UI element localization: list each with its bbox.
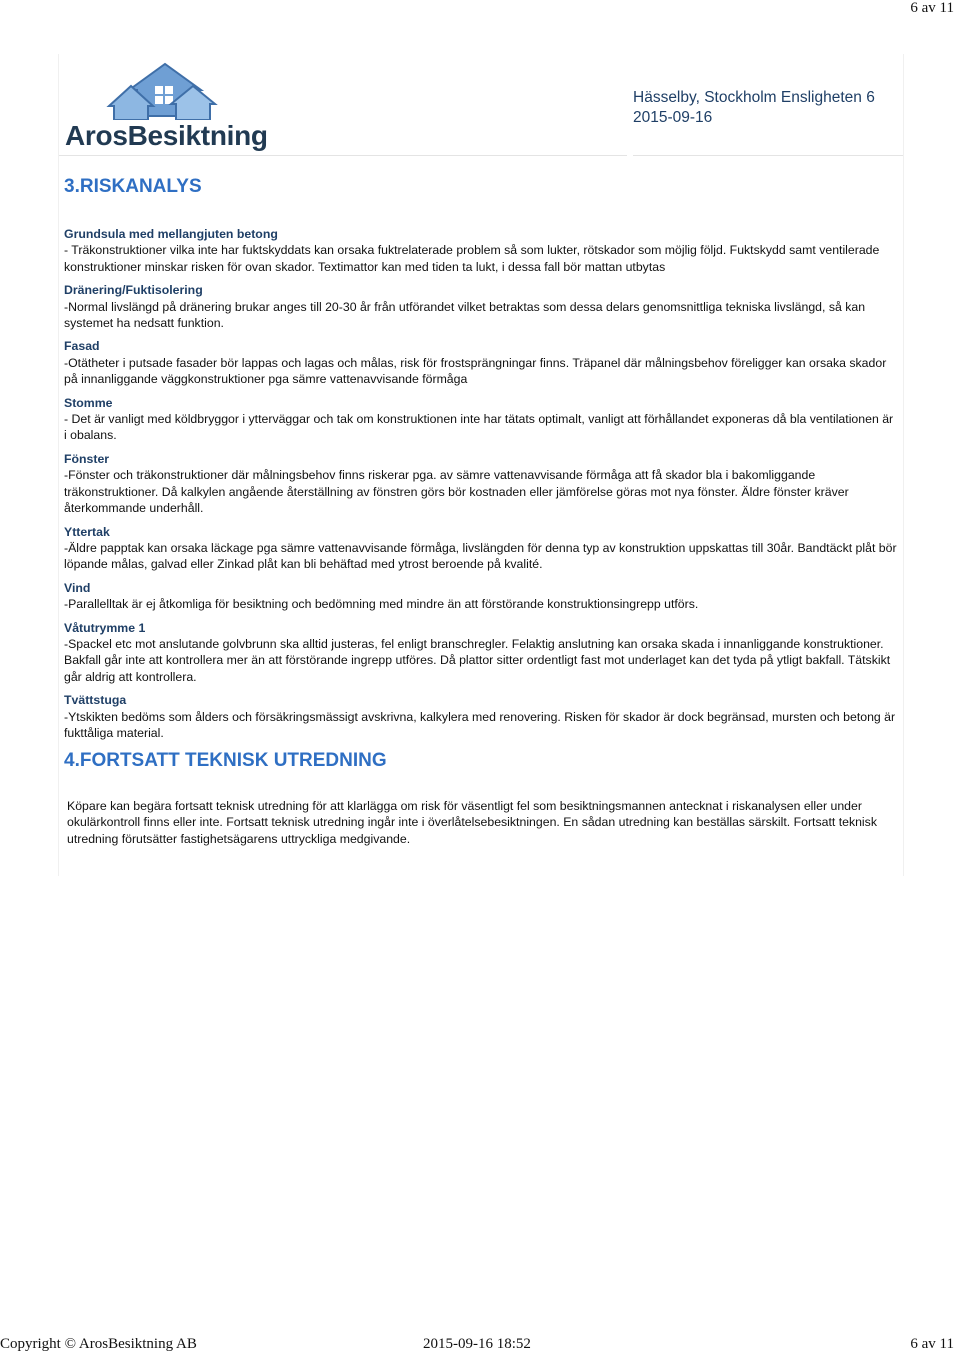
logo-wordmark: ArosBesiktning — [65, 120, 268, 151]
risk-item — [64, 395, 899, 444]
risk-item-title: Dränering/Fuktisolering — [64, 283, 203, 298]
arosbesiktning-logo — [65, 60, 280, 152]
risk-item — [64, 338, 899, 387]
risk-item — [64, 282, 899, 331]
risk-item — [64, 226, 899, 275]
section-title-riskanalys: 3.RISKANALYS — [64, 176, 202, 197]
risk-item-text: -Otätheter i putsade fasader bör lappas och lagas och målas, risk för frostsprängningar finns. Träpanel där målningsbehov föreligger kan orsaka skador på innanliggande väggkonstruktioner pga sämre vattenavvisande förmåga — [64, 355, 887, 387]
risk-item — [64, 580, 899, 613]
footer-timestamp: 2015-09-16 18:52 — [423, 1336, 531, 1352]
page-number-top: 6 av 11 — [910, 0, 954, 16]
risk-item-text: -Parallelltak är ej åtkomliga för besiktning och bedömning med mindre än att förstörande konstruktionsingrepp utförs. — [64, 597, 699, 612]
section-title-fortsatt-utredning: 4.FORTSATT TEKNISK UTREDNING — [64, 750, 387, 771]
footer-page-number: 6 av 11 — [910, 1336, 954, 1352]
header-info — [633, 88, 875, 128]
property-name: Hässelby, Stockholm Ensligheten 6 — [633, 89, 875, 106]
risk-item-title: Fasad — [64, 339, 100, 354]
risk-item-title: Tvättstuga — [64, 693, 127, 708]
footer-copyright: Copyright © ArosBesiktning AB — [0, 1336, 197, 1352]
risk-item-title: Fönster — [64, 451, 110, 466]
risk-item-title: Vind — [64, 580, 91, 595]
risk-item — [64, 451, 899, 517]
risk-item-title: Yttertak — [64, 524, 110, 539]
risk-item-title: Grundsula med mellangjuten betong — [64, 227, 278, 241]
risk-item — [64, 524, 899, 573]
risk-item-title: Våtutrymme 1 — [64, 620, 146, 635]
risk-item — [64, 620, 899, 686]
risk-item-text: -Ytskikten bedöms som ålders och försäkringsmässigt avskrivna, kalkylera med renovering. Risken för skador är dock begränsad, mursten och betong är fukttåliga material. — [64, 709, 896, 740]
header-divider — [59, 155, 627, 156]
risk-item — [64, 692, 899, 741]
risk-item-text: -Normal livslängd på dränering brukar anges till 20-30 år från utförandet vilket betraktas som dessa delars genomsnittliga tekniska livslängd, så kan systemet ha nedsatt funktion. — [64, 299, 866, 331]
risk-item-text: -Fönster och träkonstruktioner där målningsbehov finns riskerar pga. av sämre vattenavvisande förmåga att få skador bla i bakomliggande träkonstruktioner. Då kalkylen angående återställning av fönstren görs bör kostnaden eller jämförelse göras mot nya fönster. Äldre fönster kräver återkommande underhåll. — [64, 468, 849, 516]
house-logo-icon — [65, 60, 280, 120]
risk-item-text: - Det är vanligt med köldbryggor i ytterväggar och tak om konstruktionen inte har tätats optimalt, vanligt att förhållandet exponeras då bla ventilationen är i obalans. — [64, 412, 894, 443]
risk-item-text: - Träkonstruktioner vilka inte har fuktskyddats kan orsaka fuktrelaterade problem så som lukter, rötskador som möjlig följd. Fuktskydd samt ventilerade konstruktioner minskar risken för ovan skador. Textimattor kan med tiden ta lukt, i dessa fall bör mattan utbytas — [64, 243, 880, 274]
report-date: 2015-09-16 — [633, 109, 713, 126]
header-divider — [633, 155, 903, 156]
further-investigation-text: Köpare kan begära fortsatt teknisk utredning för att klarlägga om risk för väsentligt fel som besiktningsmannen antecknat i riskanalysen eller under okulärkontroll finns eller inte. Fortsatt teknisk utredning ingår inte i överlåtelsebesiktningen. En sådan utredning kan beställas särskilt. Fortsatt teknisk utredning förutsätter fastighetsägarens uttryckliga medgivande. — [67, 799, 877, 846]
risk-item-text: -Äldre papptak kan orsaka läckage pga sämre vattenavvisande förmåga, livslängden för denna typ av konstruktion uppskattas till 30år. Bandtäckt plåt bör löpande målas, galvad eller Zinkad plåt kan bli behäftad med ytrost beroende på kvalité. — [64, 540, 897, 572]
document-page — [58, 54, 904, 876]
risk-item-text: -Spackel etc mot anslutande golvbrunn ska alltid justeras, fel enligt branschregler. Felaktig anslutning kan orsaka skada i innanliggande konstruktioner. Bakfall går inte att kontrollera mer än att förstörande ingrepp utföres. Då plattor sitter ordentligt fast mot underlaget kan det tyda på ytligt bakfall. Tätskikt går aldrig att kontrollera. — [64, 636, 891, 684]
risk-analysis-list — [64, 226, 899, 748]
risk-item-title: Stomme — [64, 395, 113, 410]
